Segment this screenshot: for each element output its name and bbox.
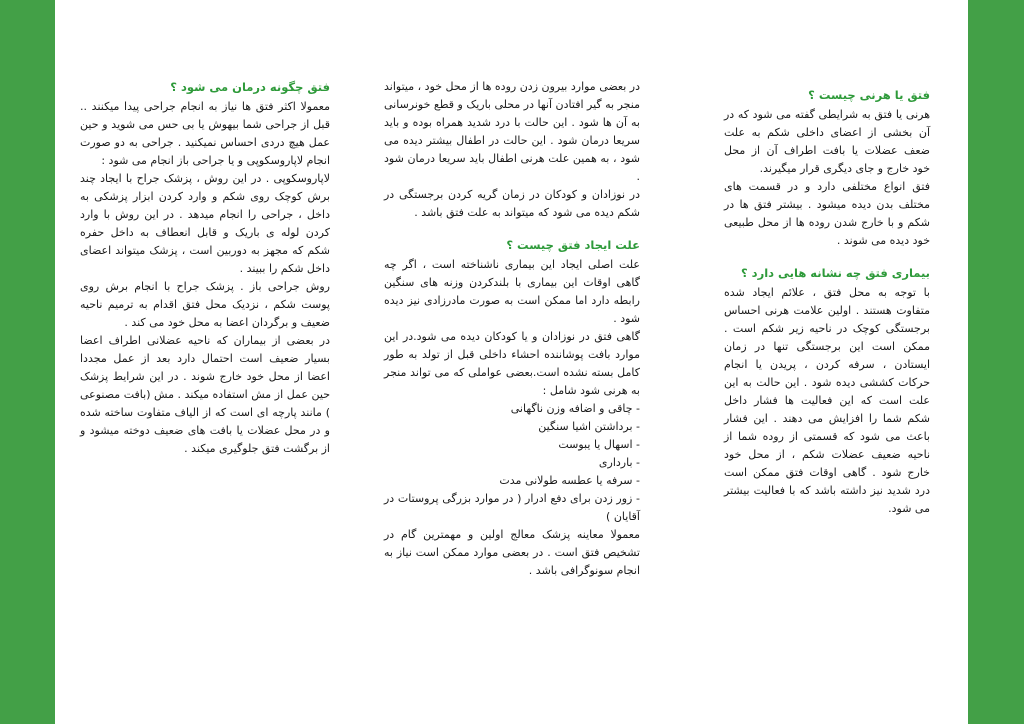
column-middle bbox=[384, 78, 640, 580]
body-intro-continued: در بعضی موارد بیرون زدن روده ها از محل خود ، میتواند منجر به گیر افتادن آنها در محلی باریک و قطع خونرسانی به آن ها شود . این حالت با درد شدید همراه بوده و باید سریعا درمان شود . این حالت در اطفال بیشتر دیده می شود ، به همین علت هرنی اطفال باید سریعا درمان شود . در نوزادان و کودکان در زمان گریه کردن برجستگی در شکم دیده می شود که میتواند به علت فتق باشد . bbox=[384, 80, 640, 219]
column-left bbox=[80, 78, 330, 458]
body-hernia-treatment: معمولا اکثر فتق ها نیاز به انجام جراحی پیدا میکنند .. قبل از جراحی شما بیهوش یا بی حس می شوید و حین عمل هیچ دردی احساس نمیکنید . جراحی به دو صورت انجام لاپاروسکوپی و یا جراحی باز انجام می شود : لاپاروسکوپی . در این روش ، پزشک جراح با ایجاد چند برش کوچک روی شکم و وارد کردن ابزار پزشکی به داخل ، جراحی را انجام میدهد . در این روش با وارد کردن لوله ی باریک و قابل انعطاف به داخل حفره شکم که مجهز به دوربین است ، پزشک میتواند اعضای داخل شکم را ببیند . روش جراحی باز . پزشک جراح با انجام برش روی پوست شکم ، نزدیک محل فتق اقدام به ترمیم ناحیه ضعیف و برگردان اعضا به محل خود می کند . در بعضی از بیماران که ناحیه عضلانی اطراف اعضا بسیار ضعیف است احتمال دارد بعد از عمل مجددا اعضا از محل خود خارج شوند . در این شرایط پزشک حین عمل از مش استفاده میکند . مش (بافت مصنوعی ) مانند پارچه ای است که از الیاف متفاوت ساخته شده و در محل عضلات یا بافت های ضعیف دوخته میشود و از برگشت فتق جلوگیری میکند . bbox=[80, 100, 330, 455]
body-hernia-symptoms: با توجه به محل فتق ، علائم ایجاد شده متفاوت هستند . اولین علامت هرنی احساس برجستگی کوچک در ناحیه زیر شکم است . ممکن است این برجستگی تنها در زمان ایستادن ، سرفه کردن ، پریدن یا انجام حرکات کششی دیده شود . این حالت به این علت است که این فعالیت ها فشار داخل شکم شما را افزایش می دهند . این فشار باعث می شود که قسمتی از روده شما از ناحیه ضعیف عضلات شکم ، از محل خود خارج شود . گاهی اوقات فتق ممکن است درد شدید نیز داشته باشد که با فعالیت بیشتر می شود. bbox=[724, 286, 930, 515]
body-what-is-hernia: هرنی یا فتق به شرایطی گفته می شود که در آن بخشی از اعضای داخلی شکم به علت ضعف عضلات یا بافت اطراف آن از محل خود خارج و جای دیگری قرار میگیرند. فتق انواع مختلفی دارد و در قسمت های مختلف بدن دیده میشود . بیشتر فتق ها در شکم و با خارج شدن روده ها از محل طبیعی خود دیده می شوند . bbox=[724, 108, 930, 247]
column-right bbox=[724, 86, 930, 518]
left-green-border bbox=[0, 0, 55, 724]
heading-what-is-hernia: فتق یا هرنی چیست ؟ bbox=[808, 88, 930, 102]
body-hernia-causes: علت اصلی ایجاد این بیماری ناشناخته است ، اگر چه گاهی اوقات این بیماری با بلندکردن وزنه های سنگین رابطه دارد اما ممکن است به صورت مادرزادی نیز دیده شود . گاهی فتق در نوزادان و یا کودکان دیده می شود.در این موارد بافت پوشاننده احشاء داخلی قبل از تولد به طور کامل بسته نشده است.بعضی عواملی که می تواند منجر به هرنی شود شامل : - چاقی و اضافه وزن ناگهانی - برداشتن اشیا سنگین - اسهال یا یبوست - بارداری - سرفه یا عطسه طولانی مدت - زور زدن برای دفع ادرار ( در موارد بزرگی پروستات در آقایان ) معمولا معاینه پزشک معالج اولین و مهمترین گام در تشخیص فتق است . در بعضی موارد ممکن است نیاز به انجام سونوگرافی باشد . bbox=[384, 258, 640, 577]
heading-hernia-causes: علت ایجاد فتق چیست ؟ bbox=[506, 238, 640, 252]
heading-hernia-symptoms: بیماری فتق چه نشانه هایی دارد ؟ bbox=[741, 266, 930, 280]
right-green-border bbox=[968, 0, 1024, 724]
heading-hernia-treatment: فتق چگونه درمان می شود ؟ bbox=[170, 80, 330, 94]
